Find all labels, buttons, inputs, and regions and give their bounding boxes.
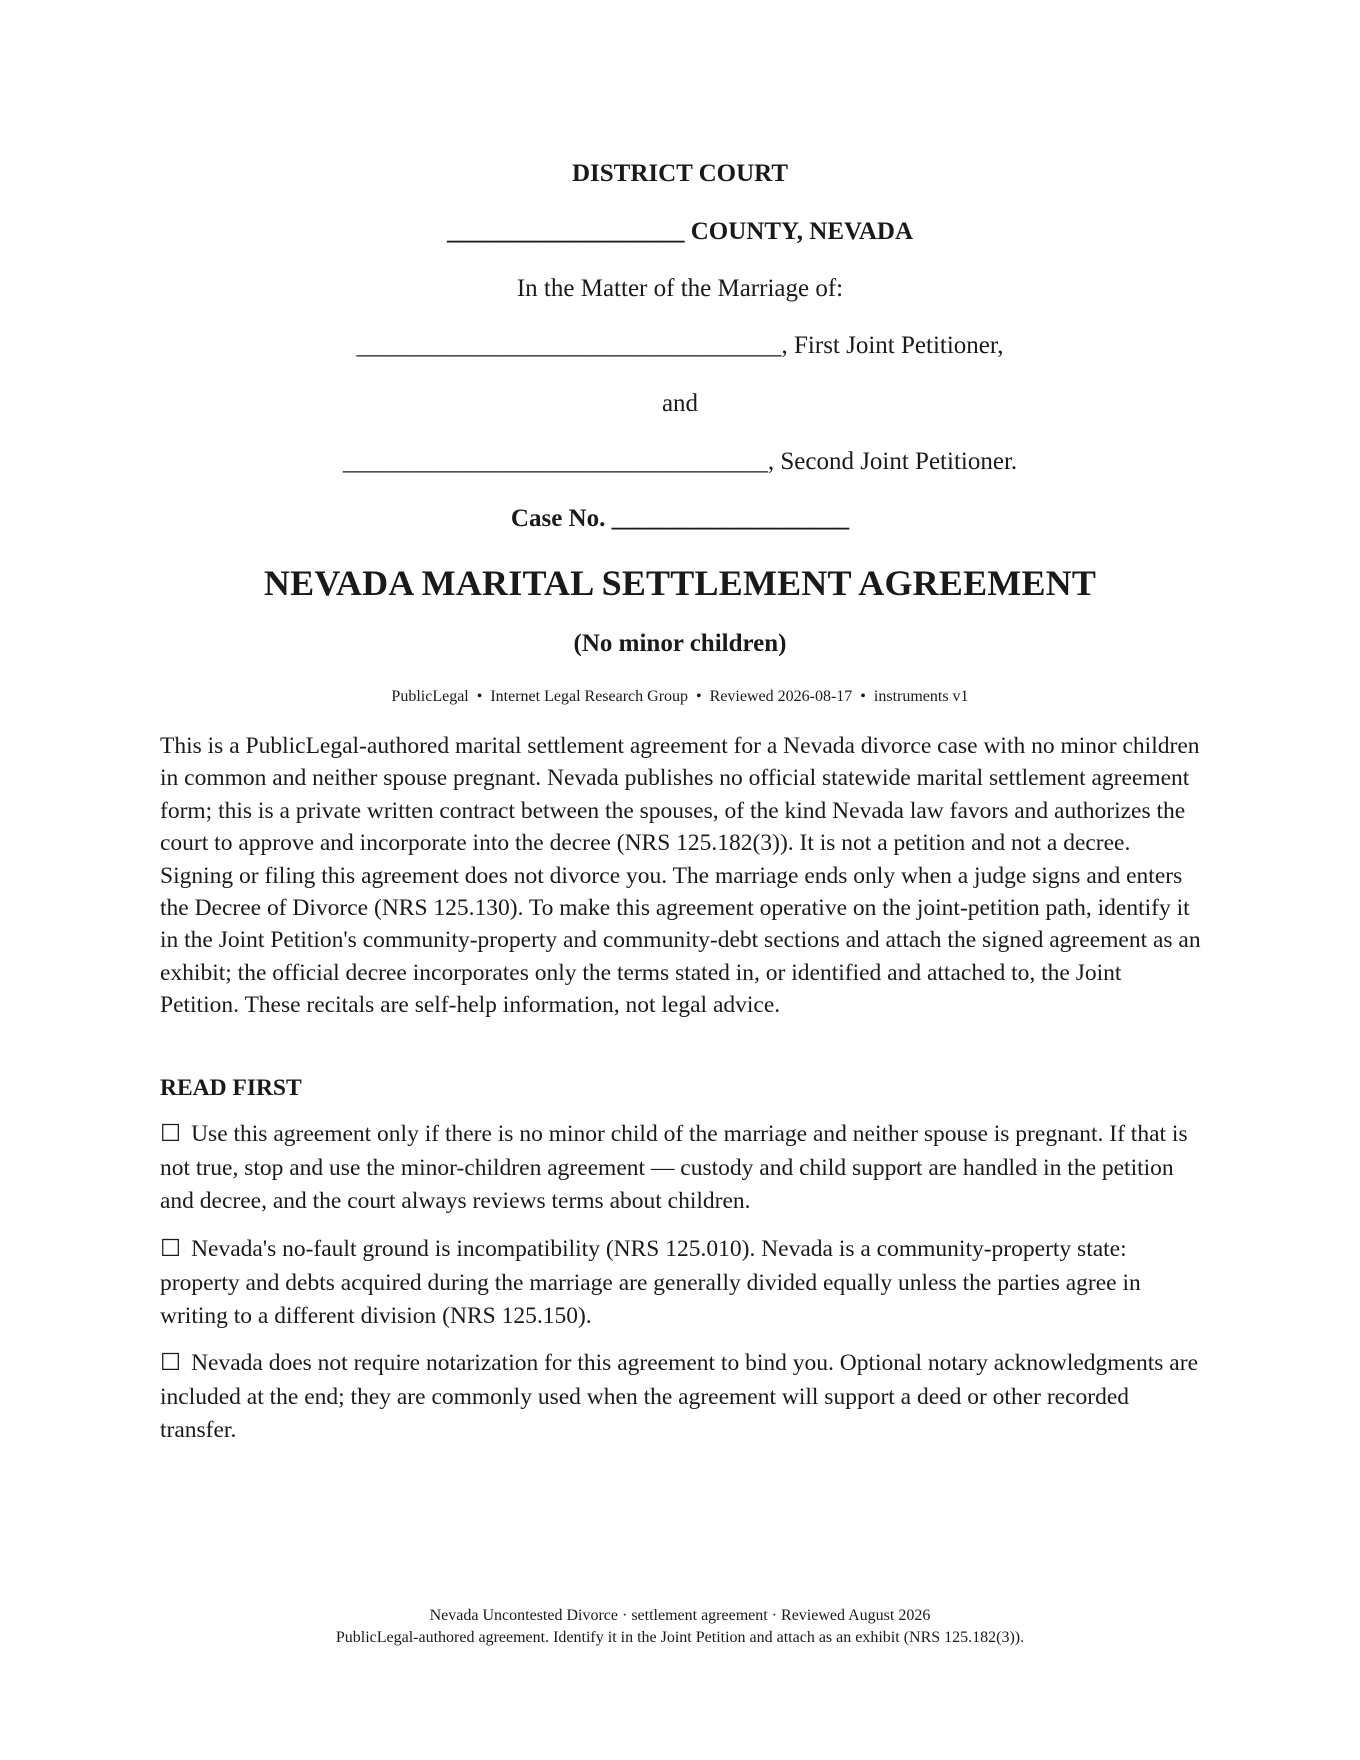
meta-publisher: PublicLegal: [391, 688, 469, 705]
second-petitioner-blank: __________________________________: [342, 448, 768, 475]
meta-line: [0, 688, 1360, 706]
meta-separator: •: [696, 688, 702, 705]
county-label: COUNTY, NEVADA: [690, 218, 913, 245]
first-petitioner-label: , First Joint Petitioner,: [781, 332, 1004, 359]
document-subtitle: (No minor children): [573, 630, 787, 657]
first-petitioner-blank: __________________________________: [356, 332, 782, 359]
meta-version: instruments v1: [873, 688, 969, 705]
and-line: and: [661, 390, 699, 417]
case-number-label: Case No.: [510, 505, 606, 532]
footer-line-1: Nevada Uncontested Divorce · settlement agreement · Reviewed August 2026: [429, 1607, 931, 1624]
meta-reviewed: Reviewed 2026-08-17: [709, 688, 853, 705]
second-petitioner-label: , Second Joint Petitioner.: [767, 448, 1018, 475]
second-petitioner-line: [0, 448, 1360, 476]
case-number-line: [0, 505, 1360, 533]
checkbox-icon[interactable]: ☐: [160, 1236, 182, 1262]
meta-separator: •: [476, 688, 483, 705]
document-title: NEVADA MARITAL SETTLEMENT AGREEMENT: [263, 563, 1097, 603]
county-line: [0, 218, 1360, 246]
court-name: DISTRICT COURT: [571, 160, 789, 187]
matter-line: In the Matter of the Marriage of:: [516, 275, 844, 302]
first-petitioner-line: [0, 332, 1360, 360]
read-first-item: [160, 1347, 1205, 1448]
read-first-item: [160, 1118, 1205, 1219]
footer-line-2: PublicLegal-authored agreement. Identify it in the Joint Petition and attach as an exhibit (NRS 125.182(3)).: [335, 1629, 1025, 1646]
meta-group: Internet Legal Research Group: [490, 688, 689, 705]
intro-paragraph: This is a PublicLegal-authored marital settlement agreement for a Nevada divorce case with no minor children in common and neither spouse pregnant. Nevada publishes no official statewide marital settlement agreement form; this is a private written contract between the spouses, of the kind Nevada law favors and authorizes the court to approve and incorporate into the decree (NRS 125.182(3)). It is not a petition and not a decree. Signing or filing this agreement does not divorce you. The marriage ends only when a judge signs and enters the Decree of Divorce (NRS 125.130). To make this agreement operative on the joint-petition path, identify it in the Joint Petition's community-property and community-debt sections and attach the signed agreement as an exhibit; the official decree incorporates only the terms stated in, or identified and attached to, the Joint Petition. These recitals are self-help information, not legal advice.: [160, 733, 1201, 1019]
meta-separator: •: [860, 688, 866, 705]
read-first-item-text: Nevada's no-fault ground is incompatibility (NRS 125.010). Nevada is a community-property state: property and debts acquired during the marriage are generally divided equally unless the parties agree in writing to a different division (NRS 125.150).: [160, 1236, 1141, 1329]
case-number-blank: ___________________: [611, 505, 850, 532]
read-first-item: [160, 1233, 1205, 1334]
checkbox-icon[interactable]: ☐: [160, 1350, 182, 1376]
county-blank: ___________________: [446, 218, 685, 245]
read-first-heading: READ FIRST: [160, 1075, 302, 1101]
checkbox-icon[interactable]: ☐: [160, 1121, 182, 1147]
read-first-item-text: Nevada does not require notarization for this agreement to bind you. Optional notary acknowledgments are included at the end; they are commonly used when the agreement will support a deed or other recorded transfer.: [160, 1350, 1198, 1443]
read-first-item-text: Use this agreement only if there is no minor child of the marriage and neither spouse is pregnant. If that is not true, stop and use the minor-children agreement — custody and child support are handled in the petition and decree, and the court always reviews terms about children.: [160, 1121, 1188, 1214]
